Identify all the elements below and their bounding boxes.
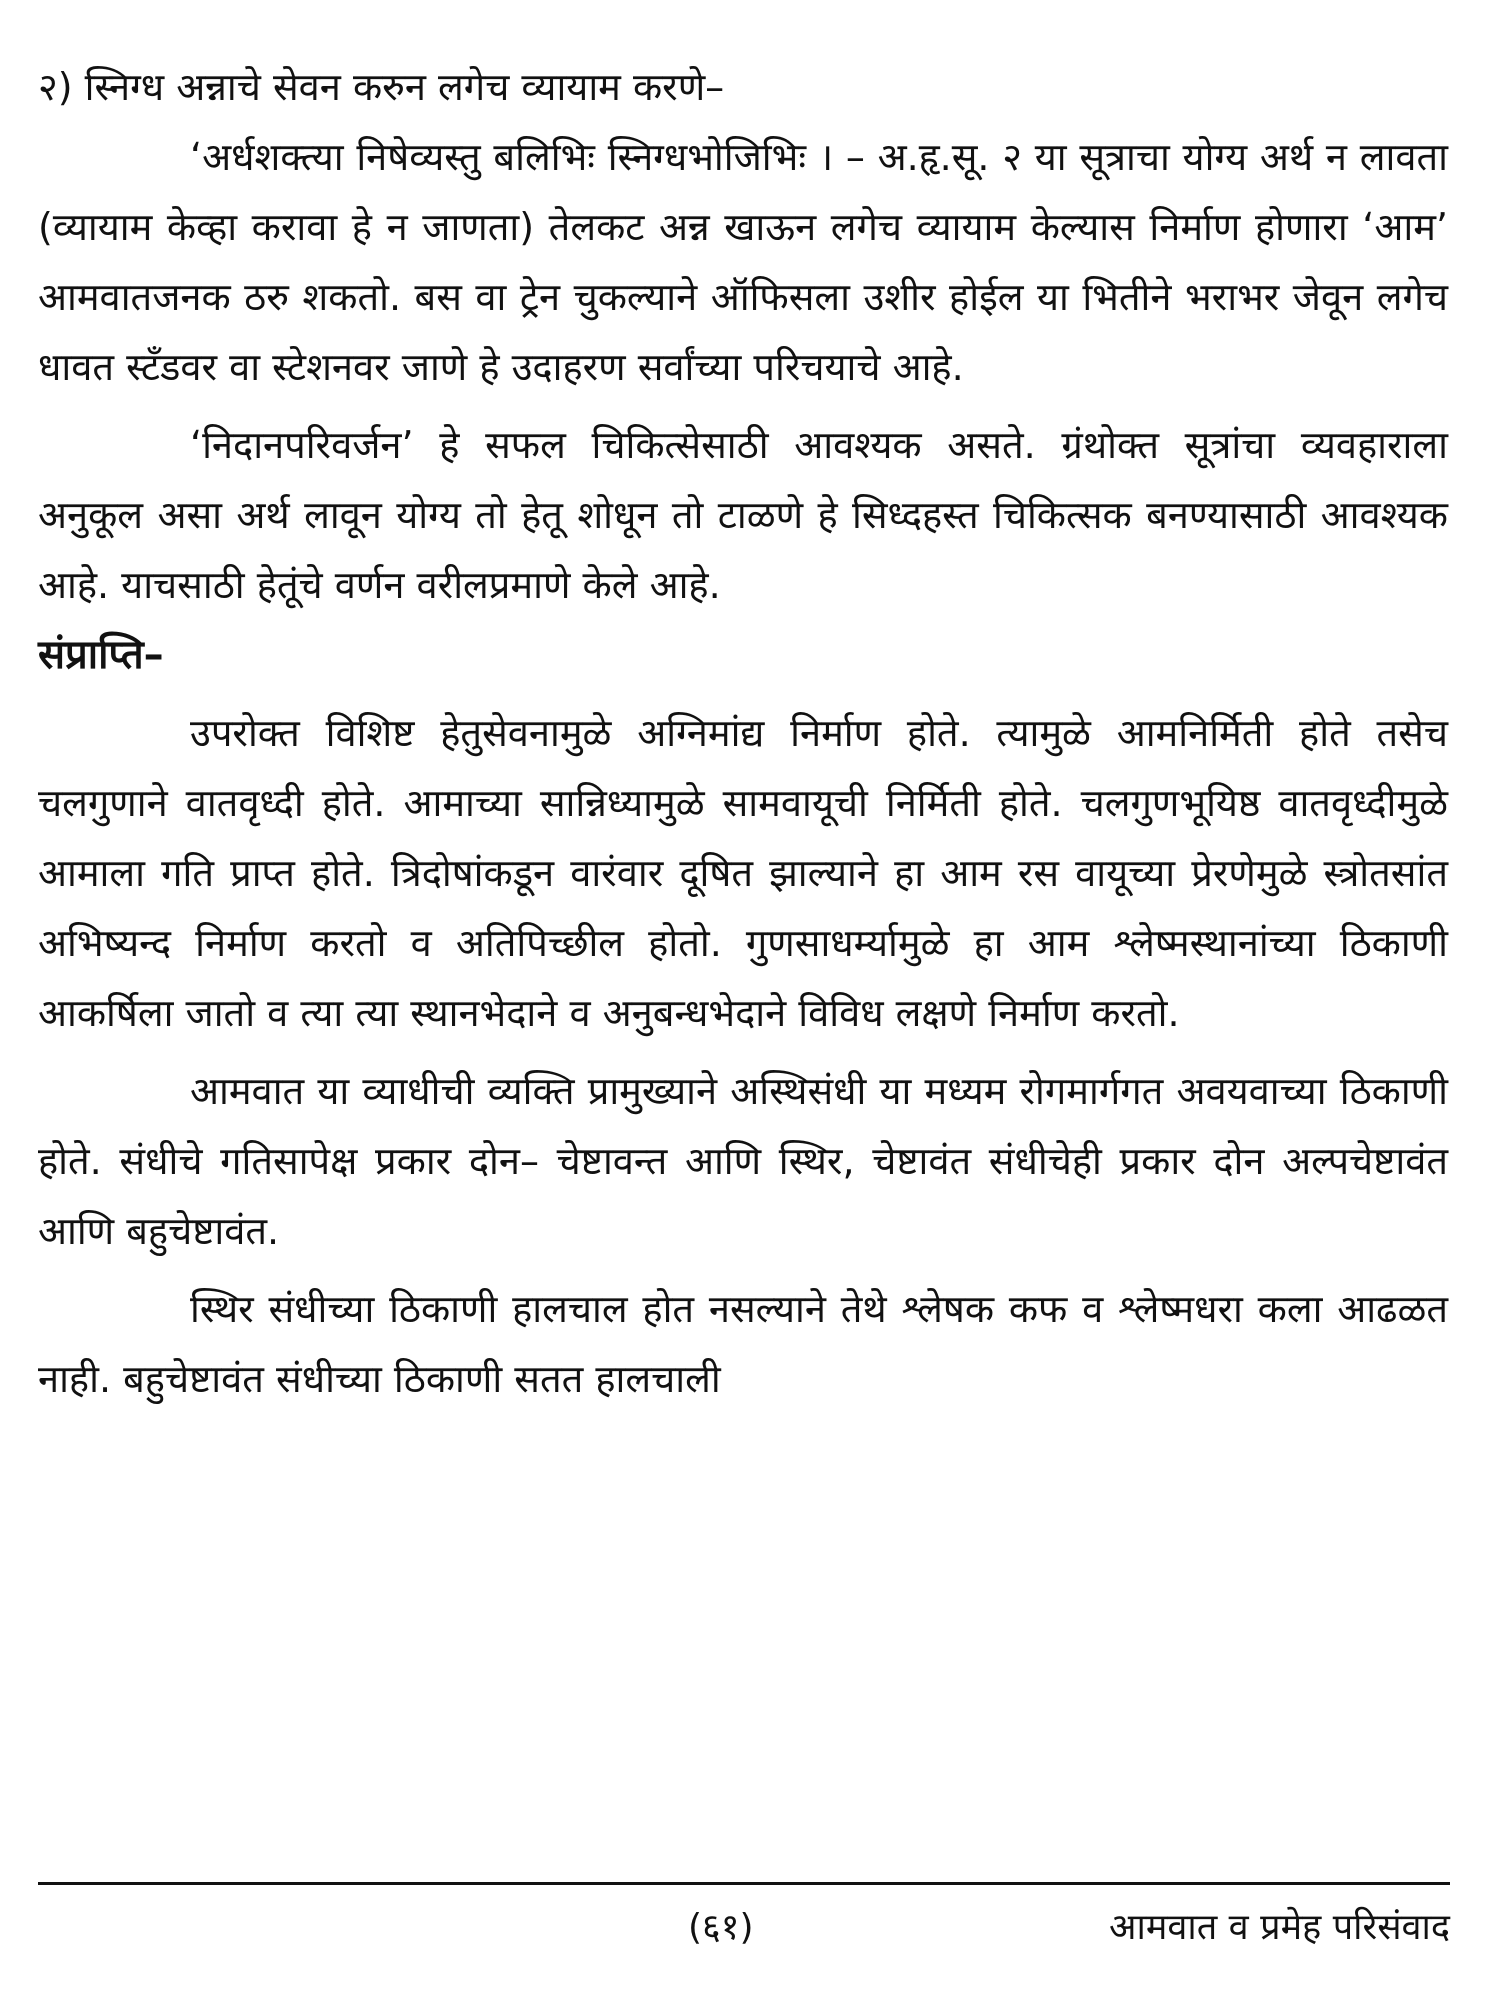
running-title: आमवात व प्रमेह परिसंवाद xyxy=(1109,1907,1450,1948)
paragraph-sthira-sandhi: स्थिर संधीच्या ठिकाणी हालचाल होत नसल्याने तेथे श्लेषक कफ व श्लेष्मधरा कला आढळत नाही. बहुचेष्टावंत संधीच्या ठिकाणी सतत हालचाली xyxy=(38,1287,1448,1401)
paragraph-sutra-explanation: ‘अर्धशक्त्या निषेव्यस्तु बलिभिः स्निग्धभोजिभिः । – अ.हृ.सू. २ या सूत्राचा योग्य अर्थ न लावता (व्यायाम केव्हा करावा हे न जाणता) तेलकट अन्न खाऊन लगेच व्यायाम केल्यास निर्माण होणारा ‘आम’ आमवातजनक ठरु शकतो. बस वा ट्रेन चुकल्याने ऑफिसला उशीर होईल या भितीने भराभर जेवून लगेच धावत स्टँडवर वा स्टेशनवर जाणे हे उदाहरण सर्वांच्या परिचयाचे आहे. xyxy=(38,135,1448,389)
paragraph-samprapti-process: उपरोक्त विशिष्ट हेतुसेवनामुळे अग्निमांद्य निर्माण होते. त्यामुळे आमनिर्मिती होते तसेच चलगुणाने वातवृध्दी होते. आमाच्या सान्निध्यामुळे सामवायूची निर्मिती होते. चलगुणभूयिष्ठ वातवृध्दीमुळे आमाला गति प्राप्त होते. त्रिदोषांकडून वारंवार दूषित झाल्याने हा आम रस वायूच्या प्रेरणेमुळे स्त्रोतसांत अभिष्यन्द निर्माण करतो व अतिपिच्छील होतो. गुणसाधर्म्यामुळे हा आम श्लेष्मस्थानांच्या ठिकाणी आकर्षिला जातो व त्या त्या स्थानभेदाने व अनुबन्धभेदाने विविध लक्षणे निर्माण करतो. xyxy=(38,711,1448,1035)
paragraph-joint-types: आमवात या व्याधीची व्यक्ति प्रामुख्याने अस्थिसंधी या मध्यम रोगमार्गगत अवयवाच्या ठिकाणी होते. संधीचे गतिसापेक्ष प्रकार दोन– चेष्टावन्त आणि स्थिर, चेष्टावंत संधीचेही प्रकार दोन अल्पचेष्टावंत आणि बहुचेष्टावंत. xyxy=(38,1069,1448,1253)
section-heading-samprapti: संप्राप्ति– xyxy=(38,632,164,678)
page-footer xyxy=(38,1898,1450,1958)
paragraph-nidana-parivarjana: ‘निदानपरिवर्जन’ हे सफल चिकित्सेसाठी आवश्यक असते. ग्रंथोक्त सूत्रांचा व्यवहाराला अनुकूल असा अर्थ लावून योग्य तो हेतू शोधून तो टाळणे हे सिध्दहस्त चिकित्सक बनण्यासाठी आवश्यक आहे. याचसाठी हेतूंचे वर्णन वरीलप्रमाणे केले आहे. xyxy=(38,423,1448,607)
page-body xyxy=(38,52,1448,1414)
subsection-heading: २) स्निग्ध अन्नाचे सेवन करुन लगेच व्यायाम करणे– xyxy=(38,65,725,109)
page-number: (६१) xyxy=(688,1907,754,1948)
footer-divider xyxy=(38,1882,1450,1885)
